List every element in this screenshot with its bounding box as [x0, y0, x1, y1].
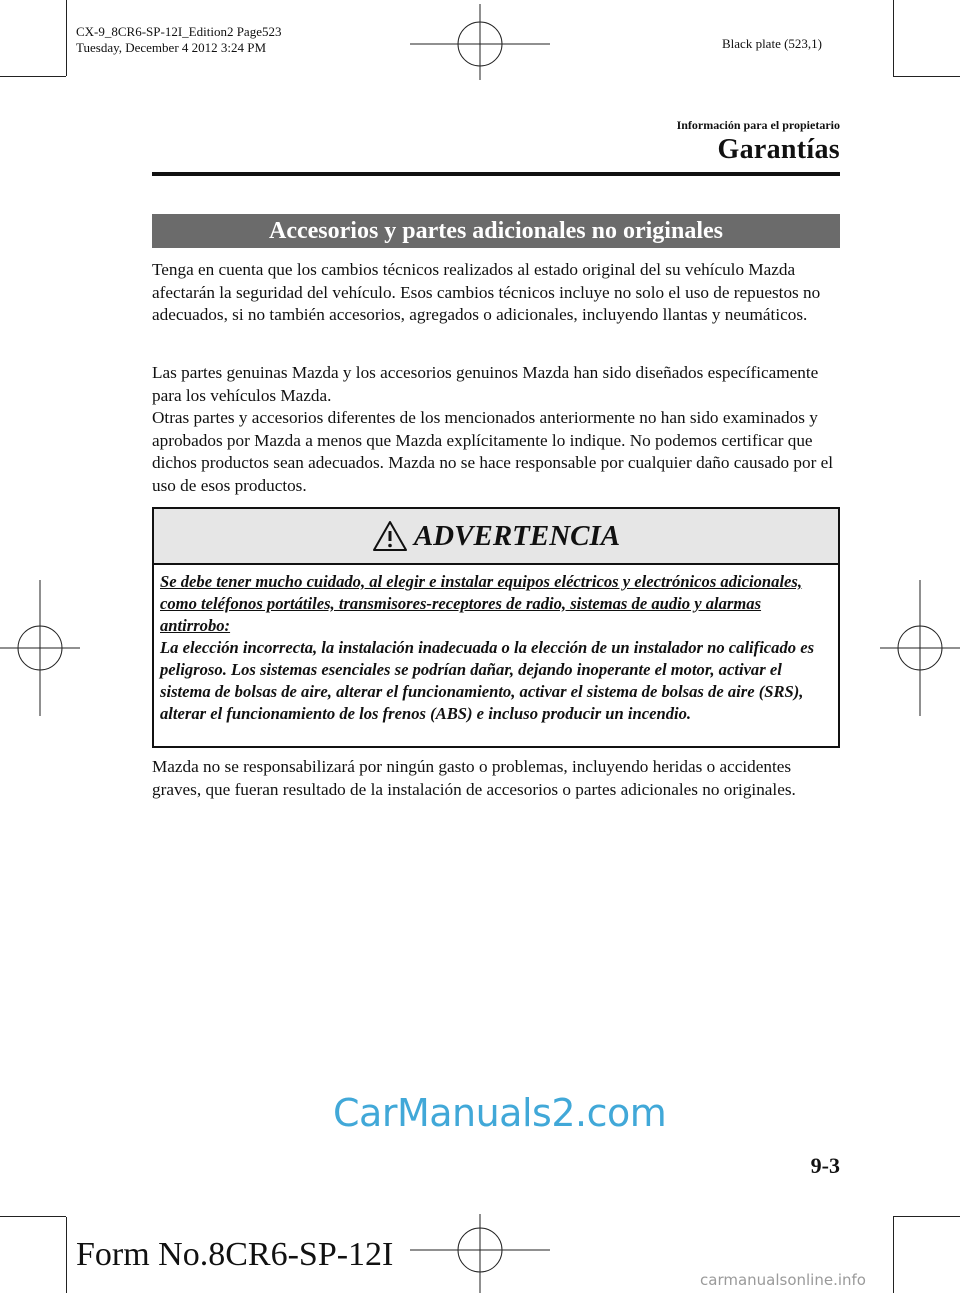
crop-mark	[893, 76, 960, 77]
print-metadata	[76, 24, 281, 56]
warning-triangle-icon	[372, 520, 408, 552]
warning-caution-text: Se debe tener mucho cuidado, al elegir e instalar equipos eléctricos y electrónicos adicionales, como teléfonos portátiles, transmisores-receptores de radio, sistemas de audio y alarmas antirrobo:	[160, 572, 803, 635]
warning-box	[152, 507, 840, 748]
registration-mark-left	[0, 580, 80, 716]
print-date-line: Tuesday, December 4 2012 3:24 PM	[76, 40, 267, 55]
crop-mark	[0, 1216, 66, 1217]
crop-mark	[0, 76, 66, 77]
crop-mark	[893, 0, 894, 76]
watermark-logo: CarManuals2.com	[333, 1091, 667, 1135]
warning-header	[154, 509, 838, 565]
intro-paragraph: Tenga en cuenta que los cambios técnicos realizados al estado original del su vehículo Mazda afectarán la seguridad del vehículo. Esos cambios técnicos incluye no solo el uso de repuestos no adecuados, si no también accesorios, agregados o adicionales, incluyendo llantas y neumáticos.	[152, 260, 821, 324]
page-title: Accesorios y partes adicionales no originales	[152, 214, 840, 248]
form-number: Form No.8CR6-SP-12I	[76, 1236, 394, 1273]
warning-body	[154, 565, 838, 725]
registration-mark-bottom	[410, 1214, 550, 1293]
crop-mark	[893, 1217, 894, 1293]
liability-paragraph: Mazda no se responsabilizará por ningún gasto o problemas, incluyendo heridas o accidentes graves, que fueran resultado de la instalación de accesorios o partes adicionales no originales.	[152, 757, 796, 799]
registration-mark-right	[880, 580, 960, 716]
other-parts-text: Otras partes y accesorios diferentes de los mencionados anteriormente no han sido examinados y aprobados por Mazda a menos que Mazda explícitamente lo indique. No podemos certificar que dichos productos sean adecuados. Mazda no se hace responsable por cualquier daño causado por el uso de esos productos.	[152, 408, 834, 495]
registration-mark-top	[410, 4, 550, 80]
print-file-line: CX-9_8CR6-SP-12I_Edition2 Page523	[76, 24, 282, 39]
crop-mark	[66, 1217, 67, 1293]
crop-mark	[893, 1216, 960, 1217]
section-subtitle: Información para el propietario	[676, 118, 840, 132]
warning-title: ADVERTENCIA	[413, 519, 621, 552]
warning-detail-text: La elección incorrecta, la instalación inadecuada o la elección de un instalador no calificado es peligroso. Los sistemas esenciales se podrían dañar, dejando inoperante el motor, activar el sistema de bolsas de aire, alterar el funcionamiento, activar el sistema de bolsas de aire (SRS), alterar el funcionamiento de los frenos (ABS) e incluso producir un incendio.	[160, 638, 815, 723]
header-divider	[152, 172, 840, 176]
page-number: 9-3	[810, 1153, 840, 1178]
site-watermark: carmanualsonline.info	[700, 1271, 866, 1289]
crop-mark	[66, 0, 67, 76]
genuine-parts-text: Las partes genuinas Mazda y los accesorios genuinos Mazda han sido diseñados específicamente para los vehículos Mazda.	[152, 363, 819, 405]
plate-label: Black plate (523,1)	[722, 36, 822, 51]
section-title: Garantías	[717, 134, 840, 165]
genuine-parts-paragraph	[152, 362, 842, 497]
